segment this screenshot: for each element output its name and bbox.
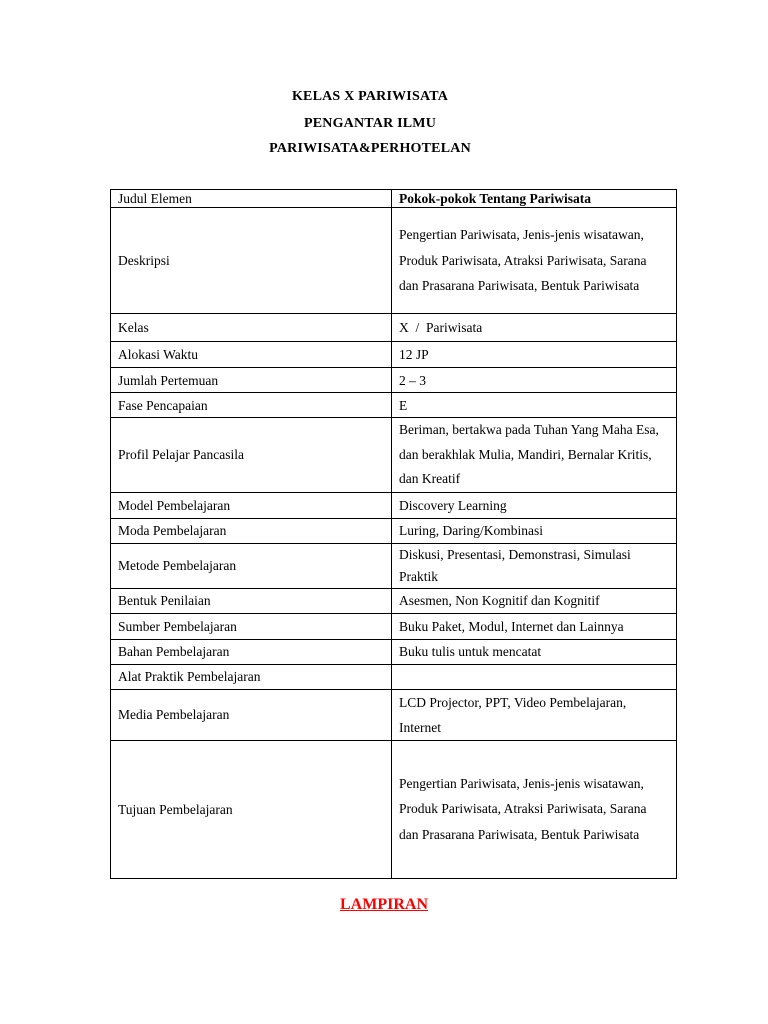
row-value: Pengertian Pariwisata, Jenis-jenis wisatawan, Produk Pariwisata, Atraksi Pariwisata, Sarana dan Prasarana Pariwisata, Bentuk Pariwisata (392, 740, 677, 878)
row-value: Diskusi, Presentasi, Demonstrasi, Simulasi Praktik (392, 543, 677, 588)
table-row (111, 740, 677, 878)
table-row (111, 418, 677, 493)
document-title-line-1: KELAS X PARIWISATA (291, 89, 449, 104)
table-row (111, 368, 677, 393)
document-title-line-2: PENGANTAR ILMU (303, 116, 437, 131)
row-label: Fase Pencapaian (111, 393, 392, 418)
table-row (111, 314, 677, 342)
row-label: Sumber Pembelajaran (111, 613, 392, 639)
table-row (111, 208, 677, 314)
table-row (111, 689, 677, 740)
row-value: Buku Paket, Modul, Internet dan Lainnya (392, 613, 677, 639)
row-label: Profil Pelajar Pancasila (111, 418, 392, 493)
row-label: Jumlah Pertemuan (111, 368, 392, 393)
row-value: E (392, 393, 677, 418)
row-value: LCD Projector, PPT, Video Pembelajaran, Internet (392, 689, 677, 740)
table-row (111, 639, 677, 664)
row-value: 12 JP (392, 342, 677, 368)
lampiran-heading: LAMPIRAN (340, 896, 428, 913)
row-value: 2 – 3 (392, 368, 677, 393)
row-label: Metode Pembelajaran (111, 543, 392, 588)
row-label: Model Pembelajaran (111, 492, 392, 518)
row-label: Tujuan Pembelajaran (111, 740, 392, 878)
row-label: Moda Pembelajaran (111, 518, 392, 543)
row-label: Kelas (111, 314, 392, 342)
row-label: Bentuk Penilaian (111, 588, 392, 613)
row-value: Pokok-pokok Tentang Pariwisata (392, 190, 677, 208)
row-value: Discovery Learning (392, 492, 677, 518)
row-value (392, 664, 677, 689)
row-value: Asesmen, Non Kognitif dan Kognitif (392, 588, 677, 613)
table-row (111, 664, 677, 689)
lesson-info-table (110, 189, 677, 879)
row-label: Judul Elemen (111, 190, 392, 208)
table-row (111, 588, 677, 613)
row-value: X / Pariwisata (392, 314, 677, 342)
document-title-line-3: PARIWISATA&PERHOTELAN (269, 141, 471, 156)
table-row (111, 543, 677, 588)
row-value: Buku tulis untuk mencatat (392, 639, 677, 664)
row-label: Deskripsi (111, 208, 392, 314)
table-row (111, 190, 677, 208)
table-row (111, 342, 677, 368)
row-value: Beriman, bertakwa pada Tuhan Yang Maha Esa, dan berakhlak Mulia, Mandiri, Bernalar Kritis, dan Kreatif (392, 418, 677, 493)
row-value: Luring, Daring/Kombinasi (392, 518, 677, 543)
table-row (111, 518, 677, 543)
row-value: Pengertian Pariwisata, Jenis-jenis wisatawan, Produk Pariwisata, Atraksi Pariwisata, Sarana dan Prasarana Pariwisata, Bentuk Pariwisata (392, 208, 677, 314)
row-label: Bahan Pembelajaran (111, 639, 392, 664)
table-row (111, 613, 677, 639)
table-row (111, 393, 677, 418)
row-label: Media Pembelajaran (111, 689, 392, 740)
table-row (111, 492, 677, 518)
row-label: Alokasi Waktu (111, 342, 392, 368)
row-label: Alat Praktik Pembelajaran (111, 664, 392, 689)
